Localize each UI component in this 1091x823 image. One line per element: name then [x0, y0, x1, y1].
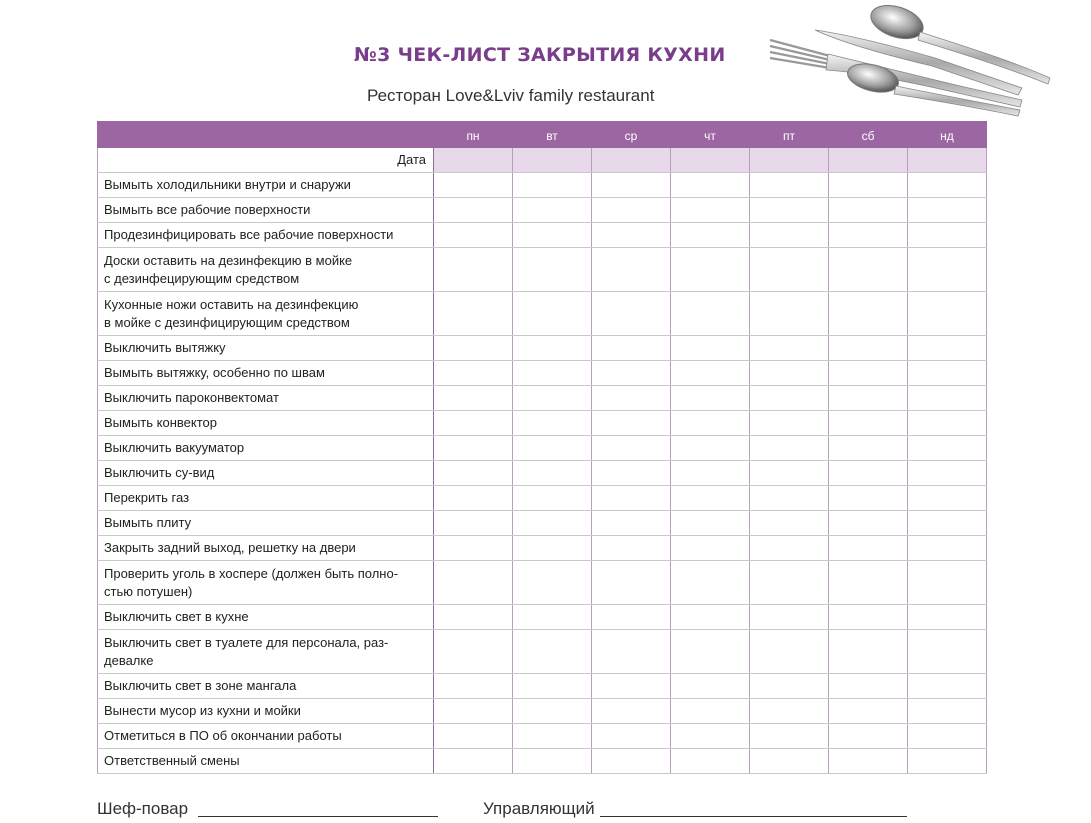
task-row — [98, 223, 987, 248]
page-title: №3 ЧЕК-ЛИСТ ЗАКРЫТИЯ КУХНИ — [354, 44, 726, 66]
checkbox-cell[interactable] — [671, 561, 750, 605]
checkbox-cell[interactable] — [513, 461, 592, 486]
checkbox-cell[interactable] — [434, 223, 513, 248]
checkbox-cell[interactable] — [434, 486, 513, 511]
task-label-line: с дезинфецирующим средством — [104, 270, 300, 286]
task-label: Ответственный смены — [98, 749, 434, 774]
checkbox-cell[interactable] — [513, 336, 592, 361]
checkbox-cell[interactable] — [434, 561, 513, 605]
checkbox-cell[interactable] — [434, 699, 513, 724]
checkbox-cell[interactable] — [434, 386, 513, 411]
checkbox-cell[interactable] — [829, 361, 908, 386]
checkbox-cell[interactable] — [671, 198, 750, 223]
checkbox-cell[interactable] — [750, 336, 829, 361]
checkbox-cell[interactable] — [750, 674, 829, 699]
chef-signature-line[interactable] — [198, 816, 438, 817]
checkbox-cell[interactable] — [671, 223, 750, 248]
checkbox-cell[interactable] — [592, 536, 671, 561]
task-row — [98, 605, 987, 630]
checkbox-cell[interactable] — [513, 486, 592, 511]
checkbox-cell[interactable] — [908, 248, 987, 292]
checkbox-cell[interactable] — [434, 173, 513, 198]
weekday-header: вт — [513, 122, 592, 148]
task-label: Вымыть все рабочие поверхности — [98, 198, 434, 223]
weekday-header: чт — [671, 122, 750, 148]
checkbox-cell[interactable] — [434, 674, 513, 699]
checkbox-cell[interactable] — [750, 411, 829, 436]
checkbox-cell[interactable] — [592, 436, 671, 461]
date-cell[interactable] — [592, 148, 671, 173]
manager-signature-label: Управляющий — [483, 799, 595, 818]
checkbox-cell[interactable] — [513, 605, 592, 630]
task-row — [98, 724, 987, 749]
task-label-line: Проверить уголь в хоспере (должен быть полно- — [104, 565, 399, 581]
task-label: Закрыть задний выход, решетку на двери — [98, 536, 434, 561]
checkbox-cell[interactable] — [434, 361, 513, 386]
checkbox-cell[interactable] — [908, 561, 987, 605]
checkbox-cell[interactable] — [434, 248, 513, 292]
checkbox-cell[interactable] — [671, 292, 750, 336]
task-row — [98, 749, 987, 774]
checkbox-cell[interactable] — [513, 561, 592, 605]
checkbox-cell[interactable] — [513, 749, 592, 774]
checkbox-cell[interactable] — [513, 436, 592, 461]
task-row — [98, 674, 987, 699]
checkbox-cell[interactable] — [671, 461, 750, 486]
task-row — [98, 198, 987, 223]
checkbox-cell[interactable] — [750, 173, 829, 198]
checkbox-cell[interactable] — [592, 173, 671, 198]
checkbox-cell[interactable] — [750, 198, 829, 223]
checkbox-cell[interactable] — [671, 674, 750, 699]
task-label: Вынести мусор из кухни и мойки — [98, 699, 434, 724]
checkbox-cell[interactable] — [829, 749, 908, 774]
checkbox-cell[interactable] — [513, 173, 592, 198]
checklist-table — [97, 121, 987, 774]
weekday-header: пн — [434, 122, 513, 148]
checkbox-cell[interactable] — [592, 411, 671, 436]
task-row — [98, 436, 987, 461]
checkbox-cell[interactable] — [592, 605, 671, 630]
checkbox-cell[interactable] — [829, 630, 908, 674]
weekday-header: ср — [592, 122, 671, 148]
checkbox-cell[interactable] — [829, 248, 908, 292]
task-row — [98, 361, 987, 386]
checkbox-cell[interactable] — [513, 248, 592, 292]
checkbox-cell[interactable] — [750, 223, 829, 248]
task-label: Продезинфицировать все рабочие поверхности — [98, 223, 434, 248]
checkbox-cell[interactable] — [592, 461, 671, 486]
checkbox-cell[interactable] — [750, 386, 829, 411]
task-row — [98, 511, 987, 536]
checkbox-cell[interactable] — [434, 336, 513, 361]
cutlery-icon — [760, 0, 1060, 120]
task-row — [98, 461, 987, 486]
task-label: Выключить вытяжку — [98, 336, 434, 361]
checkbox-cell[interactable] — [908, 724, 987, 749]
checkbox-cell[interactable] — [671, 336, 750, 361]
checkbox-cell[interactable] — [671, 411, 750, 436]
task-label: Вымыть плиту — [98, 511, 434, 536]
date-cell[interactable] — [434, 148, 513, 173]
checkbox-cell[interactable] — [592, 674, 671, 699]
checkbox-cell[interactable] — [513, 536, 592, 561]
checkbox-cell[interactable] — [750, 436, 829, 461]
checkbox-cell[interactable] — [908, 605, 987, 630]
checkbox-cell[interactable] — [829, 336, 908, 361]
checkbox-cell[interactable] — [592, 292, 671, 336]
checkbox-cell[interactable] — [829, 561, 908, 605]
checkbox-cell[interactable] — [829, 411, 908, 436]
checkbox-cell[interactable] — [592, 248, 671, 292]
task-row — [98, 536, 987, 561]
checkbox-cell[interactable] — [750, 486, 829, 511]
checkbox-cell[interactable] — [434, 411, 513, 436]
manager-signature-line[interactable] — [600, 816, 907, 817]
task-label-line: стью потушен) — [104, 583, 193, 599]
checkbox-cell[interactable] — [592, 699, 671, 724]
weekday-header: сб — [829, 122, 908, 148]
checkbox-cell[interactable] — [750, 248, 829, 292]
weekday-header: нд — [908, 122, 987, 148]
checkbox-cell[interactable] — [908, 699, 987, 724]
checkbox-cell[interactable] — [829, 386, 908, 411]
task-label-line: в мойке с дезинфицирующим средством — [104, 314, 350, 330]
checkbox-cell[interactable] — [829, 198, 908, 223]
checkbox-cell[interactable] — [908, 173, 987, 198]
checkbox-cell[interactable] — [592, 336, 671, 361]
checkbox-cell[interactable] — [671, 361, 750, 386]
checkbox-cell[interactable] — [908, 411, 987, 436]
checkbox-cell[interactable] — [908, 511, 987, 536]
task-label: Вымыть холодильники внутри и снаружи — [98, 173, 434, 198]
date-cell[interactable] — [671, 148, 750, 173]
chef-signature-label: Шеф-повар — [97, 799, 189, 818]
checkbox-cell[interactable] — [829, 461, 908, 486]
checkbox-cell[interactable] — [513, 198, 592, 223]
checkbox-cell[interactable] — [829, 173, 908, 198]
checkbox-cell[interactable] — [513, 699, 592, 724]
task-label: Выключить вакууматор — [98, 436, 434, 461]
checkbox-cell[interactable] — [671, 699, 750, 724]
checkbox-cell[interactable] — [750, 511, 829, 536]
task-row — [98, 561, 987, 605]
task-label-line: Доски оставить на дезинфекцию в мойке — [104, 252, 353, 268]
checkbox-cell[interactable] — [434, 292, 513, 336]
task-label — [98, 292, 434, 336]
checkbox-cell[interactable] — [750, 292, 829, 336]
checkbox-cell[interactable] — [750, 361, 829, 386]
checkbox-cell[interactable] — [592, 749, 671, 774]
checkbox-cell[interactable] — [750, 536, 829, 561]
header-blank-cell — [98, 122, 434, 148]
checkbox-cell[interactable] — [829, 223, 908, 248]
checkbox-cell[interactable] — [750, 630, 829, 674]
checkbox-cell[interactable] — [513, 724, 592, 749]
task-label-line: Кухонные ножи оставить на дезинфекцию — [104, 296, 359, 312]
task-label: Вымыть вытяжку, особенно по швам — [98, 361, 434, 386]
checkbox-cell[interactable] — [671, 511, 750, 536]
checkbox-cell[interactable] — [434, 436, 513, 461]
date-cell[interactable] — [829, 148, 908, 173]
date-cell[interactable] — [908, 148, 987, 173]
checkbox-cell[interactable] — [513, 630, 592, 674]
task-label — [98, 248, 434, 292]
checkbox-cell[interactable] — [671, 536, 750, 561]
checkbox-cell[interactable] — [434, 749, 513, 774]
checkbox-cell[interactable] — [908, 486, 987, 511]
checkbox-cell[interactable] — [908, 749, 987, 774]
checkbox-cell[interactable] — [513, 411, 592, 436]
checkbox-cell[interactable] — [829, 536, 908, 561]
checkbox-cell[interactable] — [671, 486, 750, 511]
checkbox-cell[interactable] — [829, 605, 908, 630]
checkbox-cell[interactable] — [513, 223, 592, 248]
checkbox-cell[interactable] — [750, 749, 829, 774]
task-row — [98, 411, 987, 436]
task-label: Перекрить газ — [98, 486, 434, 511]
checkbox-cell[interactable] — [513, 292, 592, 336]
checkbox-cell[interactable] — [671, 724, 750, 749]
checkbox-cell[interactable] — [908, 461, 987, 486]
checkbox-cell[interactable] — [592, 486, 671, 511]
task-row — [98, 173, 987, 198]
task-label — [98, 561, 434, 605]
checkbox-cell[interactable] — [592, 561, 671, 605]
checkbox-cell[interactable] — [750, 461, 829, 486]
checkbox-cell[interactable] — [671, 173, 750, 198]
weekday-header: пт — [750, 122, 829, 148]
checkbox-cell[interactable] — [671, 248, 750, 292]
date-row — [98, 148, 987, 173]
date-cell[interactable] — [750, 148, 829, 173]
checkbox-cell[interactable] — [592, 724, 671, 749]
checkbox-cell[interactable] — [434, 724, 513, 749]
checkbox-cell[interactable] — [434, 511, 513, 536]
checkbox-cell[interactable] — [513, 361, 592, 386]
task-label: Выключить пароконвектомат — [98, 386, 434, 411]
task-label — [98, 630, 434, 674]
task-row — [98, 248, 987, 292]
checkbox-cell[interactable] — [671, 605, 750, 630]
task-label: Отметиться в ПО об окончании работы — [98, 724, 434, 749]
checkbox-cell[interactable] — [671, 436, 750, 461]
checkbox-cell[interactable] — [592, 386, 671, 411]
task-label: Выключить свет в кухне — [98, 605, 434, 630]
checkbox-cell[interactable] — [671, 630, 750, 674]
task-label: Вымыть конвектор — [98, 411, 434, 436]
checkbox-cell[interactable] — [829, 724, 908, 749]
checkbox-cell[interactable] — [513, 511, 592, 536]
checkbox-cell[interactable] — [434, 198, 513, 223]
checkbox-cell[interactable] — [671, 749, 750, 774]
checkbox-cell[interactable] — [513, 674, 592, 699]
task-label: Выключить су-вид — [98, 461, 434, 486]
checkbox-cell[interactable] — [592, 361, 671, 386]
task-row — [98, 699, 987, 724]
task-row — [98, 486, 987, 511]
checkbox-cell[interactable] — [829, 699, 908, 724]
checkbox-cell[interactable] — [592, 198, 671, 223]
task-row — [98, 336, 987, 361]
checkbox-cell[interactable] — [434, 536, 513, 561]
checkbox-cell[interactable] — [908, 386, 987, 411]
checkbox-cell[interactable] — [908, 361, 987, 386]
checkbox-cell[interactable] — [434, 461, 513, 486]
checkbox-cell[interactable] — [829, 486, 908, 511]
checkbox-cell[interactable] — [750, 605, 829, 630]
checkbox-cell[interactable] — [671, 386, 750, 411]
checkbox-cell[interactable] — [908, 223, 987, 248]
checkbox-cell[interactable] — [750, 724, 829, 749]
checkbox-cell[interactable] — [434, 630, 513, 674]
checkbox-cell[interactable] — [750, 561, 829, 605]
checkbox-cell[interactable] — [750, 699, 829, 724]
task-row — [98, 292, 987, 336]
checkbox-cell[interactable] — [829, 511, 908, 536]
checkbox-cell[interactable] — [908, 536, 987, 561]
date-cell[interactable] — [513, 148, 592, 173]
date-label: Дата — [98, 148, 434, 173]
restaurant-name: Ресторан Love&Lviv family restaurant — [367, 86, 655, 105]
checkbox-cell[interactable] — [592, 511, 671, 536]
weekday-header-row — [98, 122, 987, 148]
task-label: Выключить свет в зоне мангала — [98, 674, 434, 699]
task-label-line: девалке — [104, 652, 154, 668]
checkbox-cell[interactable] — [908, 336, 987, 361]
checkbox-cell[interactable] — [829, 292, 908, 336]
task-label-line: Выключить свет в туалете для персонала, раз- — [104, 634, 389, 650]
task-row — [98, 630, 987, 674]
checkbox-cell[interactable] — [908, 292, 987, 336]
checkbox-cell[interactable] — [908, 436, 987, 461]
checkbox-cell[interactable] — [592, 223, 671, 248]
checkbox-cell[interactable] — [908, 630, 987, 674]
checkbox-cell[interactable] — [908, 198, 987, 223]
checkbox-cell[interactable] — [829, 436, 908, 461]
checkbox-cell[interactable] — [829, 674, 908, 699]
checkbox-cell[interactable] — [592, 630, 671, 674]
checkbox-cell[interactable] — [513, 386, 592, 411]
task-row — [98, 386, 987, 411]
checkbox-cell[interactable] — [908, 674, 987, 699]
checkbox-cell[interactable] — [434, 605, 513, 630]
